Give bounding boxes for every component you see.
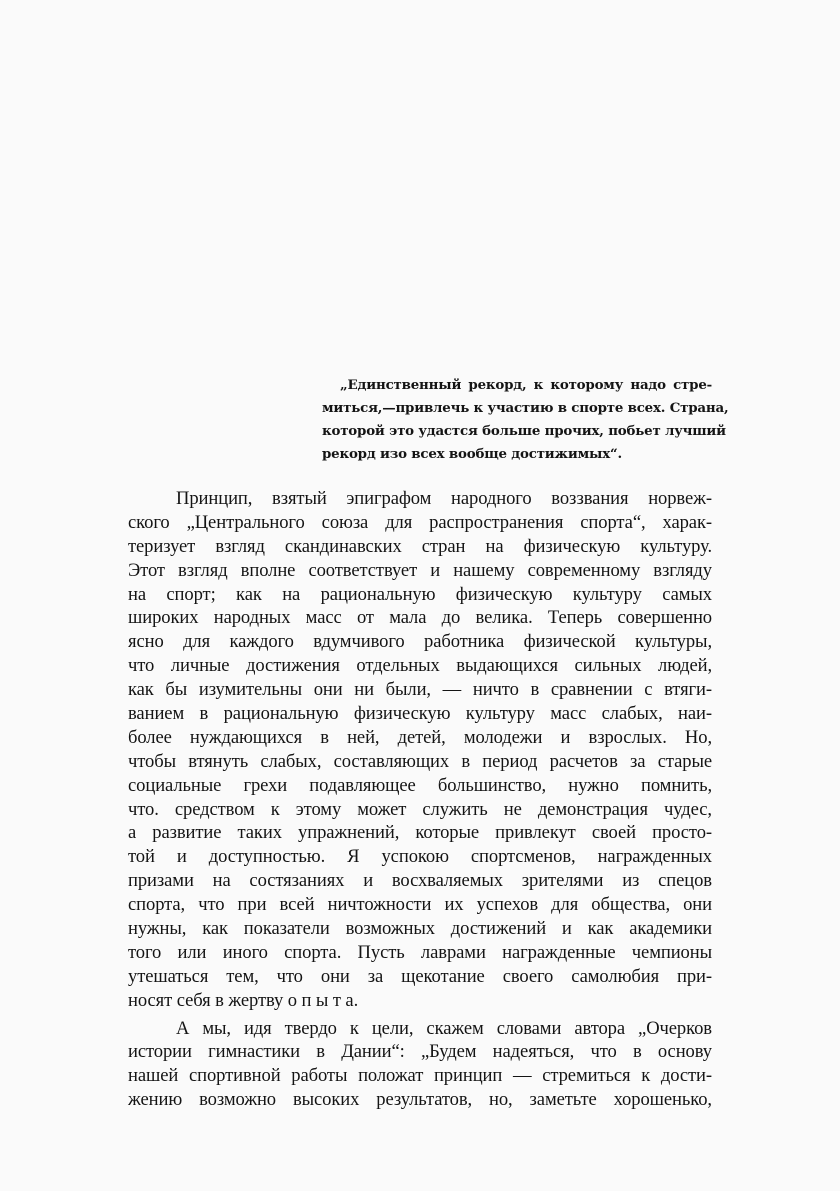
epigraph [322,374,729,466]
text-line: широких народных масс от мала до велика. Теперь совершенно [128,607,712,629]
text-line: Принцип, взятый эпиграфом народного воззвания норвеж- [176,488,712,509]
epigraph-line: миться,—привлечь к участию в спорте всех. Страна, [322,400,729,416]
text-line: как бы изумительны они ни были, — ничто в сравнении с втяги- [128,679,712,701]
text-line: нужны, как показатели возможных достижений и как академики [128,918,712,940]
text-line: истории гимнастики в Дании“: „Будем надеяться, что в основу [128,1041,712,1063]
text-line: ясно для каждого вдумчивого работника физической культуры, [128,631,712,653]
text-line: нашей спортивной работы положат принцип — стремиться к дости- [128,1065,712,1087]
text-line: жению возможно высоких результатов, но, заметьте хорошенько, [128,1089,712,1111]
text-line: носят себя в жертву о п ы т а. [128,989,359,1011]
text-line: Этот взгляд вполне соответствует и нашему современному взгляду [128,559,712,581]
epigraph-line: которой это удастся больше прочих, побьет лучший [322,423,726,439]
paragraph-1 [128,487,712,1013]
text-line: утешаться тем, что они за щекотание своего самолюбия при- [128,965,712,987]
text-line: что. средством к этому может служить не демонстрация чудес, [128,798,712,820]
text-line: ского „Центрального союза для распространения спорта“, харак- [128,511,712,533]
text-line: более нуждающихся в ней, детей, молодежи и взрослых. Но, [128,726,712,748]
text-line: теризует взгляд скандинавских стран на физическую культуру. [128,535,712,557]
text-line: призами на состязаниях и восхваляемых зрителями из спецов [128,870,712,892]
text-line: того или иного спорта. Пусть лаврами награжденные чемпионы [128,941,712,963]
text-line: а развитие таких упражнений, которые привлекут своей просто- [128,822,712,844]
text-line: на спорт; как на рациональную физическую культуру самых [128,583,712,605]
text-line: спорта, что при всей ничтожности их успехов для общества, они [128,894,712,916]
text-line: той и доступностью. Я успокою спортсменов, награжденных [128,846,712,868]
text-line: чтобы втянуть слабых, составляющих в период расчетов за старые [128,750,712,772]
epigraph-line: рекорд изо всех вообще достижимых“. [322,446,622,462]
text-line: ванием в рациональную физическую культуру масс слабых, наи- [128,703,712,725]
body-text [128,487,712,1112]
epigraph-line: „Единственный рекорд, к которому надо стре- [340,377,712,393]
text-line: что личные достижения отдельных выдающихся сильных людей, [128,655,712,677]
paragraph-2 [128,1017,712,1113]
text-line: А мы, идя твердо к цели, скажем словами автора „Очерков [176,1017,712,1039]
text-line: социальные грехи подавляющее большинство, нужно помнить, [128,774,712,796]
